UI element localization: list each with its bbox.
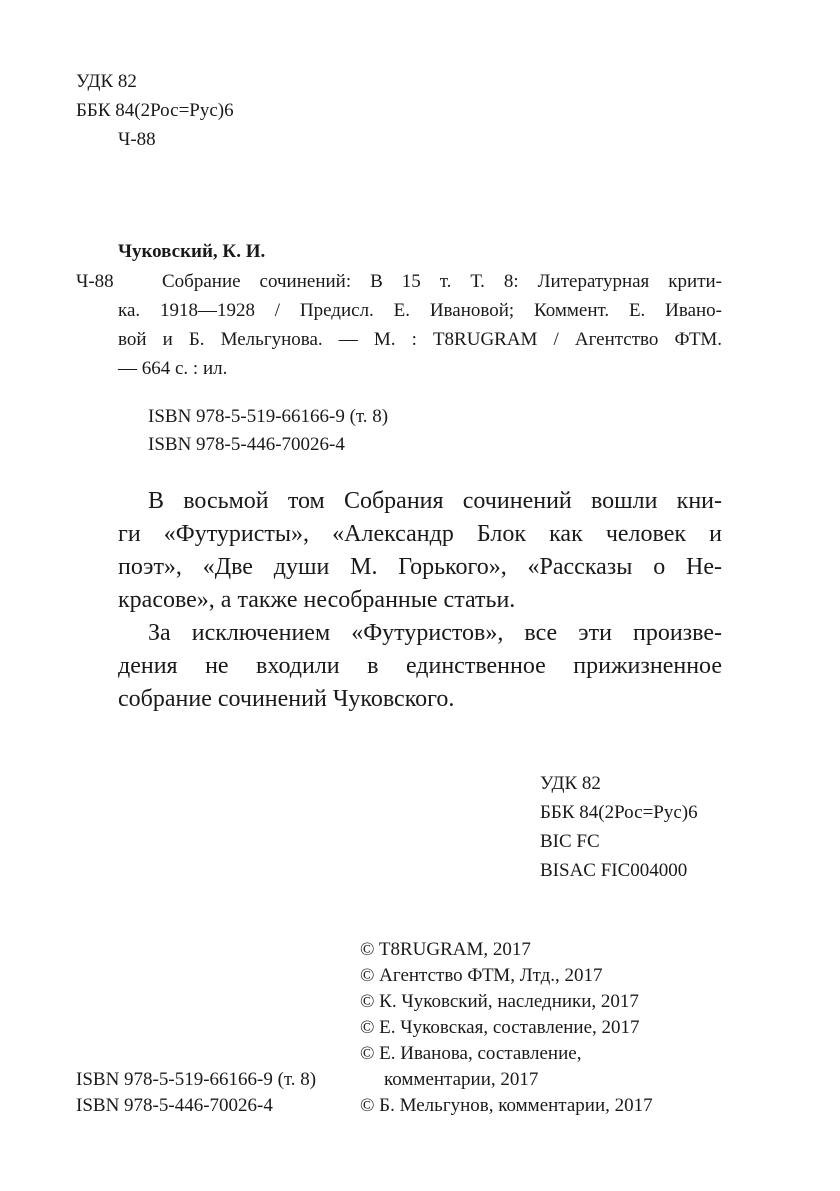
annotation-p1-line-2: ги «Футуристы», «Александр Блок как человек и xyxy=(118,521,722,547)
bbk-code: ББК 84(2Рос=Рус)6 xyxy=(76,100,234,121)
author-name: Чуковский, К. И. xyxy=(118,241,266,262)
codes-bic: BIC FC xyxy=(540,831,600,852)
udk-code: УДК 82 xyxy=(76,71,137,92)
copyright-line-7: © Б. Мельгунов, комментарии, 2017 xyxy=(360,1095,653,1116)
codes-bisac: BISAC FIC004000 xyxy=(540,860,688,881)
author-sign: Ч-88 xyxy=(118,129,156,150)
description-line-4: — 664 с. : ил. xyxy=(118,358,228,379)
card-author-sign: Ч-88 xyxy=(76,271,114,292)
codes-udk: УДК 82 xyxy=(540,773,601,794)
codes-bbk: ББК 84(2Рос=Рус)6 xyxy=(540,802,698,823)
copyright-line-6: комментарии, 2017 xyxy=(384,1069,539,1090)
annotation-p1-line-1: В восьмой том Собрания сочинений вошли кни- xyxy=(148,488,722,514)
description-line-2: ка. 1918—1928 / Предисл. Е. Ивановой; Коммент. Е. Ивано- xyxy=(118,300,722,321)
card-isbn-2: ISBN 978-5-446-70026-4 xyxy=(148,434,345,455)
copyright-line-4: © Е. Чуковская, составление, 2017 xyxy=(360,1017,640,1038)
copyright-line-3: © К. Чуковский, наследники, 2017 xyxy=(360,991,639,1012)
copyright-line-1: © T8RUGRAM, 2017 xyxy=(360,939,531,960)
annotation-p2-line-1: За исключением «Футуристов», все эти произве- xyxy=(148,620,722,646)
footer-isbn-2: ISBN 978-5-446-70026-4 xyxy=(76,1095,273,1116)
annotation-p2-line-3: собрание сочинений Чуковского. xyxy=(118,686,455,712)
footer-isbn-1: ISBN 978-5-519-66166-9 (т. 8) xyxy=(76,1069,317,1090)
card-isbn-1: ISBN 978-5-519-66166-9 (т. 8) xyxy=(148,406,389,427)
description-line-1: Собрание сочинений: В 15 т. Т. 8: Литературная крити- xyxy=(162,271,722,292)
description-line-3: вой и Б. Мельгунова. — М. : T8RUGRAM / Агентство ФТМ. xyxy=(118,329,722,350)
annotation-p1-line-3: поэт», «Две души М. Горького», «Рассказы о Не- xyxy=(118,554,722,580)
copyright-line-5: © Е. Иванова, составление, xyxy=(360,1043,582,1064)
annotation-p2-line-2: дения не входили в единственное прижизненное xyxy=(118,653,722,679)
copyright-line-2: © Агентство ФТМ, Лтд., 2017 xyxy=(360,965,603,986)
annotation-p1-line-4: красове», а также несобранные статьи. xyxy=(118,587,516,613)
